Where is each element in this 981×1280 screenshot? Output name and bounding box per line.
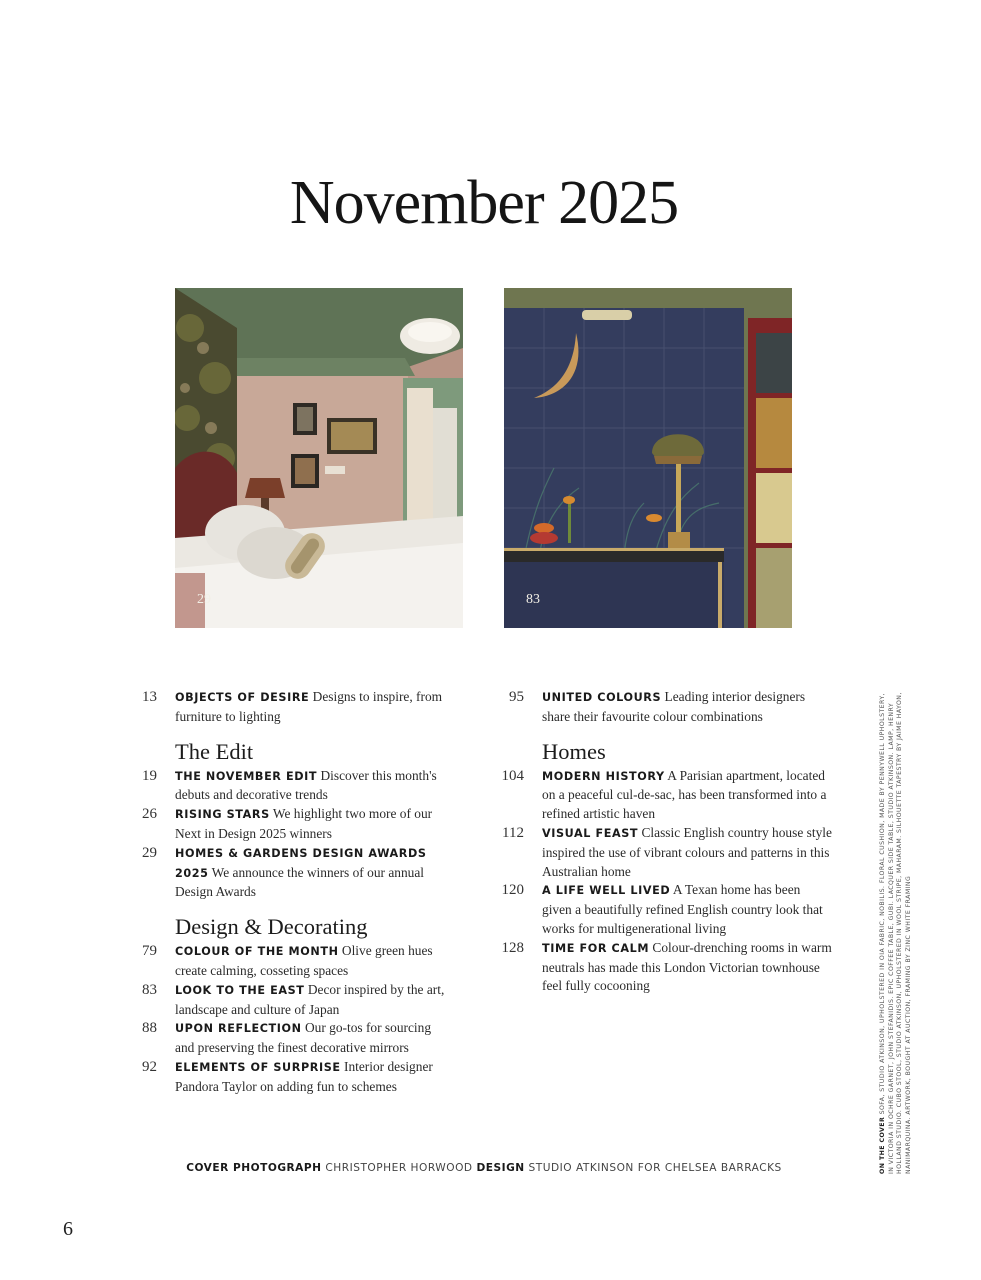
side-note-text: SOFA, STUDIO ATKINSON, UPHOLSTERED IN OIA FABRIC, NOBILIS. FLORAL CUSHION, MADE BY PENNYWELL UPHOLSTERY, IN VICTORIA IN OCHRE GARNET, JOHN STEFANIDIS. EPIC COFFEE TABLE, GUBI. LACQUER SIDE TABLE, STUDIO ATKINSON. LAMP, HENRY HOLLAND STUDIO. CUBO STOOL, STUDIO ATKINSON, UPHOLSTERED IN WOOL STRIPE, MAHARAM. SILHOUETTE TAPESTRY BY JAIME HAYON, NANIMARQUINA. ARTWORK, BOUGHT AT AUCTION, FRAMING BY ZINC WHITE FRAMING [879,692,912,1174]
section-title: The Edit [175,738,254,764]
entry-page-number: 92 [142,1058,157,1075]
credit-designer: STUDIO ATKINSON FOR CHELSEA BARRACKS [528,1162,782,1174]
contents-entry[interactable] [142,942,450,981]
photo-page-number: 29 [197,592,211,607]
entry-heading: HOMES & GARDENS DESIGN AWARDS 2025 [175,846,427,880]
entry-description: A Parisian apartment, located on a peaceful cul-de-sac, has been transformed into a refined artistic haven [542,767,827,822]
entry-heading: LOOK TO THE EAST [175,983,305,997]
entry-description: Colour-drenching rooms in warm neutrals has made this London Victorian townhouse feel fully cocooning [542,939,832,994]
credit-label-design: DESIGN [476,1162,525,1174]
entry-page-number: 13 [142,689,157,705]
entry-page-number: 88 [142,1020,157,1037]
entry-description: Discover this month's debuts and decorative trends [175,767,437,803]
entry-description: A Texan home has been given a beautifully refined English country look that works for multigenerational living [542,882,823,936]
contents-entry[interactable] [509,688,832,727]
entry-heading: TIME FOR CALM [542,941,650,955]
entry-page-number: 128 [501,939,524,956]
entry-page-number: 79 [142,943,157,960]
console-illustration [504,288,792,628]
entry-heading: RISING STARS [175,808,270,822]
section-title: Design & Decorating [175,914,368,940]
contents-entry[interactable] [142,981,450,1020]
entry-heading: ELEMENTS OF SURPRISE [175,1060,341,1074]
entry-heading: MODERN HISTORY [542,769,665,783]
on-the-cover-note [879,688,913,1174]
bedroom-illustration [175,288,463,628]
entry-page-number: 95 [509,689,524,705]
section-title: Homes [542,738,606,764]
entry-heading: COLOUR OF THE MONTH [175,945,339,959]
entry-heading: UNITED COLOURS [542,691,662,704]
contents-entry[interactable] [142,688,450,727]
entry-page-number: 19 [142,767,157,784]
page-title: November 2025 [289,169,679,237]
photo-console[interactable] [504,288,792,628]
entry-description: Classic English country house style inspired the use of vibrant colours and patterns in this Australian home [542,824,832,879]
cover-credit [0,1162,968,1174]
contents-entry[interactable] [142,1019,450,1058]
entry-heading: A LIFE WELL LIVED [542,884,671,898]
entry-heading: THE NOVEMBER EDIT [175,769,318,783]
contents-entry[interactable] [501,767,832,824]
entry-heading: UPON REFLECTION [175,1022,302,1036]
contents-entry[interactable] [502,824,832,881]
credit-photographer: CHRISTOPHER HORWOOD [325,1162,473,1174]
entry-page-number: 112 [502,824,524,841]
entry-description: Leading interior designers share their favourite colour combinations [542,689,806,724]
contents-entry[interactable] [142,805,450,844]
photo-page-number: 83 [526,592,540,607]
contents-entry[interactable] [501,881,832,938]
contents-entry[interactable] [142,1058,450,1097]
entry-description: Designs to inspire, from furniture to lighting [175,689,443,724]
entry-description: Decor inspired by the art, landscape and culture of Japan [175,981,445,1017]
entry-page-number: 29 [142,844,157,861]
entry-description: Olive green hues create calming, cosseting spaces [175,943,433,978]
entry-page-number: 83 [142,981,157,998]
entry-heading: VISUAL FEAST [542,826,639,840]
contents-left-column [142,688,450,1097]
photo-bedroom[interactable] [175,288,463,628]
entry-description: We announce the winners of our annual Design Awards [175,864,425,900]
contents-entry[interactable] [142,844,450,902]
entry-description: We highlight two more of our Next in Design 2025 winners [175,806,433,841]
page-number: 6 [63,1218,73,1240]
entry-page-number: 104 [501,767,524,784]
entry-description: Interior designer Pandora Taylor on adding fun to schemes [175,1058,433,1094]
contents-entry[interactable] [501,939,832,996]
contents-entry[interactable] [142,767,450,806]
credit-label-photograph: COVER PHOTOGRAPH [186,1162,322,1174]
entry-heading: OBJECTS OF DESIRE [175,691,310,704]
contents-right-column [501,688,832,996]
entry-page-number: 26 [142,806,157,823]
side-note-label: ON THE COVER [879,1116,886,1174]
entry-description: Our go-tos for sourcing and preserving the finest decorative mirrors [175,1020,432,1056]
entry-page-number: 120 [501,882,524,899]
